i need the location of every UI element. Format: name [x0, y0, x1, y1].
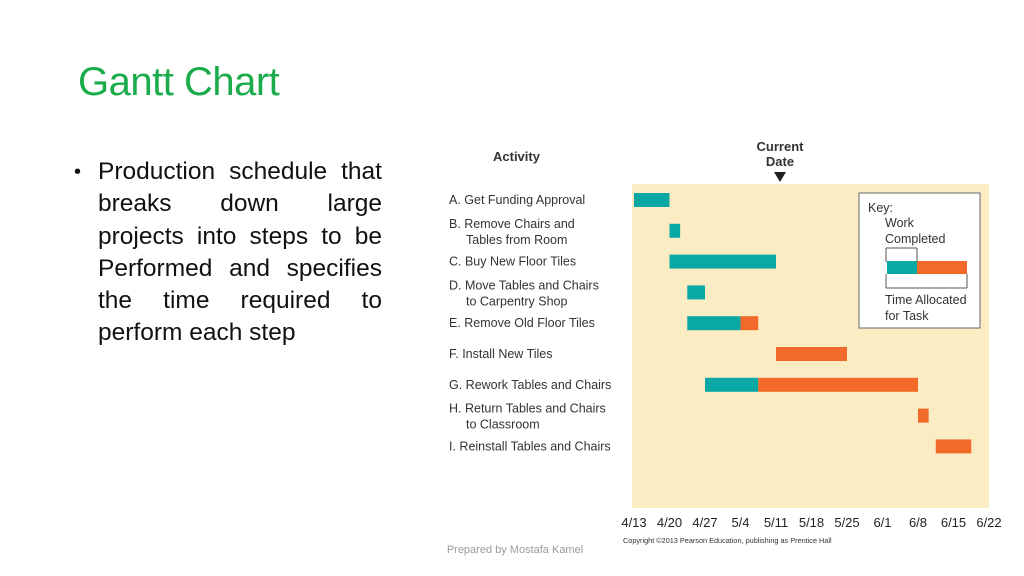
key-work-completed-label: Work [885, 216, 914, 230]
key-work-completed-label: Completed [885, 232, 946, 246]
work-completed-bar [670, 255, 777, 269]
x-tick-label: 6/22 [976, 515, 1002, 530]
time-allocated-bar [918, 409, 929, 423]
activity-label: D. Move Tables and Chairs [449, 278, 599, 293]
activity-label: to Classroom [466, 417, 540, 432]
key-title: Key: [868, 201, 894, 215]
activity-header: Activity [493, 149, 540, 164]
x-tick-label: 5/25 [834, 515, 860, 530]
work-completed-bar [670, 224, 681, 238]
activity-label: E. Remove Old Floor Tiles [449, 316, 595, 331]
work-completed-bar [687, 285, 705, 299]
activity-label: B. Remove Chairs and [449, 216, 575, 231]
activity-label: to Carpentry Shop [466, 294, 568, 309]
work-completed-bar [705, 378, 758, 392]
time-allocated-bar [741, 316, 759, 330]
key-time-allocated-label: for Task [885, 309, 929, 323]
chart-key [859, 193, 980, 328]
bullet-text: Production schedule that breaks down large projects into steps to be Performed and specifies the time required to perform each step [98, 158, 382, 347]
key-time-allocated-swatch [917, 261, 967, 274]
x-tick-label: 6/8 [908, 515, 928, 530]
key-time-allocated-label: Time Allocated [885, 293, 967, 307]
current-date-marker [757, 139, 805, 182]
x-tick-label: 5/18 [798, 515, 825, 530]
time-allocated-bar [758, 378, 918, 392]
activity-label: F. Install New Tiles [449, 347, 553, 361]
x-tick-label: 4/27 [692, 515, 718, 530]
bullet-icon: • [74, 161, 82, 183]
time-allocated-bar [936, 439, 972, 453]
activity-label: C. Buy New Floor Tiles [449, 254, 577, 269]
x-tick-label: 5/11 [763, 515, 789, 530]
work-completed-bar [687, 316, 740, 330]
work-completed-bar [634, 193, 670, 207]
x-tick-label: 4/20 [656, 515, 683, 530]
x-tick-label: 6/1 [873, 515, 892, 530]
x-tick-label: 6/15 [940, 515, 967, 530]
copyright-text: Copyright ©2013 Pearson Education, publishing as Prentice Hall [623, 536, 832, 545]
footer-text: Prepared by Mostafa Kamel [446, 544, 584, 556]
current-date-label: Current [756, 139, 804, 154]
current-date-label: Date [765, 154, 795, 169]
activity-label: G. Rework Tables and Chairs [449, 377, 612, 392]
activity-label: H. Return Tables and Chairs [449, 401, 606, 416]
slide-title: Gantt Chart [78, 60, 280, 104]
x-tick-label: 5/4 [731, 515, 750, 530]
activity-label: Tables from Room [466, 232, 568, 247]
activity-label: A. Get Funding Approval [449, 193, 586, 207]
activity-label: I. Reinstall Tables and Chairs [449, 439, 611, 454]
footer-credit [440, 540, 590, 556]
key-work-completed-swatch [887, 261, 917, 274]
x-tick-label: 4/13 [621, 515, 647, 530]
time-allocated-bar [776, 347, 847, 361]
current-date-arrow-icon [774, 172, 786, 182]
